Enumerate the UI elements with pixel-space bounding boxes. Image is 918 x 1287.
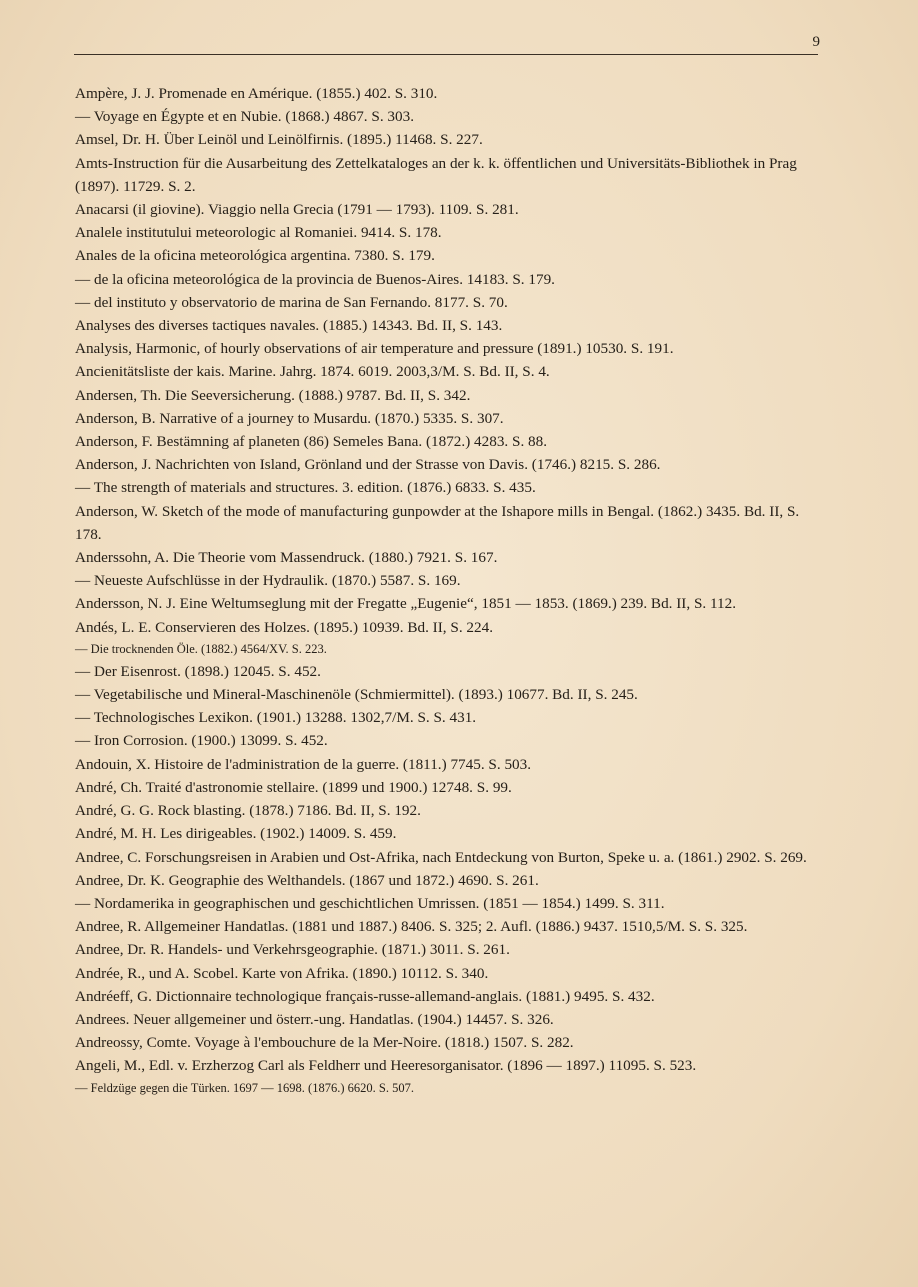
catalog-entry: André, Ch. Traité d'astronomie stellaire. (1899 und 1900.) 12748. S. 99. [75,778,512,796]
catalog-entry: Andersen, Th. Die Seeversicherung. (1888.) 9787. Bd. II, S. 342. [75,386,471,404]
catalog-entry: Anderson, W. Sketch of the mode of manufacturing gunpowder at the Ishapore mills in Bengal. (1862.) 3435. Bd. II, S. 178. [75,502,800,543]
catalog-entry: — Die trocknenden Öle. (1882.) 4564/XV. S. 223. [75,641,327,656]
catalog-entry: Anderssohn, A. Die Theorie vom Massendruck. (1880.) 7921. S. 167. [75,549,498,567]
catalog-entry: Analele institutului meteorologic al Romaniei. 9414. S. 178. [75,224,442,242]
catalog-entry: Andrees. Neuer allgemeiner und österr.-ung. Handatlas. (1904.) 14457. S. 326. [75,1010,554,1028]
catalog-entry: — Feldzüge gegen die Türken. 1697 — 1698. (1876.) 6620. S. 507. [75,1080,414,1095]
catalog-entry-list [75,82,819,1099]
catalog-entry: — The strength of materials and structures. 3. edition. (1876.) 6833. S. 435. [75,479,536,497]
catalog-entry: Andree, Dr. R. Handels- und Verkehrsgeographie. (1871.) 3011. S. 261. [75,941,510,959]
catalog-entry: Andrée, R., und A. Scobel. Karte von Afrika. (1890.) 10112. S. 340. [75,964,489,982]
page-number: 9 [812,34,820,50]
catalog-entry: Andree, Dr. K. Geographie des Welthandels. (1867 und 1872.) 4690. S. 261. [75,871,539,889]
catalog-entry: — Iron Corrosion. (1900.) 13099. S. 452. [75,732,328,750]
catalog-entry: Ancienitätsliste der kais. Marine. Jahrg. 1874. 6019. 2003,3/M. S. Bd. II, S. 4. [75,363,550,381]
catalog-entry: Analyses des diverses tactiques navales. (1885.) 14343. Bd. II, S. 143. [75,317,503,335]
catalog-entry: — del instituto y observatorio de marina de San Fernando. 8177. S. 70. [75,293,508,311]
catalog-entry: Andouin, X. Histoire de l'administration de la guerre. (1811.) 7745. S. 503. [75,755,532,773]
catalog-entry: André, G. G. Rock blasting. (1878.) 7186. Bd. II, S. 192. [75,802,421,820]
catalog-entry: Andreossy, Comte. Voyage à l'embouchure de la Mer-Noire. (1818.) 1507. S. 282. [75,1034,574,1052]
catalog-entry: Andés, L. E. Conservieren des Holzes. (1895.) 10939. Bd. II, S. 224. [75,618,494,636]
catalog-entry: Analysis, Harmonic, of hourly observations of air temperature and pressure (1891.) 10530. S. 191. [75,340,674,358]
catalog-entry: Ampère, J. J. Promenade en Amérique. (1855.) 402. S. 310. [75,85,438,102]
catalog-entry: — Technologisches Lexikon. (1901.) 13288. 1302,7/M. S. S. 431. [75,709,477,727]
catalog-entry: Amts-Instruction für die Ausarbeitung des Zettelkataloges an der k. k. öffentlichen und Universitäts-Bibliothek in Prag (1897). 11729. S. 2. [75,154,797,195]
catalog-entry: — Vegetabilische und Mineral-Maschinenöle (Schmiermittel). (1893.) 10677. Bd. II, S. 245. [75,686,638,704]
catalog-entry: Anacarsi (il giovine). Viaggio nella Grecia (1791 — 1793). 1109. S. 281. [75,201,519,219]
catalog-entry: Anderson, F. Bestämning af planeten (86) Semeles Bana. (1872.) 4283. S. 88. [75,433,548,451]
catalog-entry: Andersson, N. J. Eine Weltumseglung mit der Fregatte „Eugenie“, 1851 — 1853. (1869.) 239. Bd. II, S. 112. [75,595,737,613]
catalog-entry: — Voyage en Égypte et en Nubie. (1868.) 4867. S. 303. [75,108,414,126]
catalog-entry: Anales de la oficina meteorológica argentina. 7380. S. 179. [75,247,435,265]
catalog-entry: Andree, R. Allgemeiner Handatlas. (1881 und 1887.) 8406. S. 325; 2. Aufl. (1886.) 9437. 1510,5/M. S. S. 325. [75,918,748,936]
catalog-entry: — de la oficina meteorológica de la provincia de Buenos-Aires. 14183. S. 179. [75,270,555,288]
catalog-entry: — Der Eisenrost. (1898.) 12045. S. 452. [75,662,321,680]
catalog-entry: Andréeff, G. Dictionnaire technologique français-russe-allemand-anglais. (1881.) 9495. S. 432. [75,987,655,1005]
catalog-entry: André, M. H. Les dirigeables. (1902.) 14009. S. 459. [75,825,397,843]
catalog-entry: Amsel, Dr. H. Über Leinöl und Leinölfirnis. (1895.) 11468. S. 227. [75,131,483,149]
catalog-entry: Anderson, J. Nachrichten von Island, Grönland und der Strasse von Davis. (1746.) 8215. S. 286. [75,456,661,474]
header-rule [74,54,818,55]
catalog-entry: — Neueste Aufschlüsse in der Hydraulik. (1870.) 5587. S. 169. [75,572,461,590]
catalog-entry: Angeli, M., Edl. v. Erzherzog Carl als Feldherr und Heeresorganisator. (1896 — 1897.) 11095. S. 523. [75,1057,697,1075]
catalog-entry: Andree, C. Forschungsreisen in Arabien und Ost-Afrika, nach Entdeckung von Burton, Speke u. a. (1861.) 2902. S. 269. [75,848,807,866]
catalog-entry: — Nordamerika in geographischen und geschichtlichen Umrissen. (1851 — 1854.) 1499. S. 311. [75,894,665,912]
catalog-entry: Anderson, B. Narrative of a journey to Musardu. (1870.) 5335. S. 307. [75,409,504,427]
